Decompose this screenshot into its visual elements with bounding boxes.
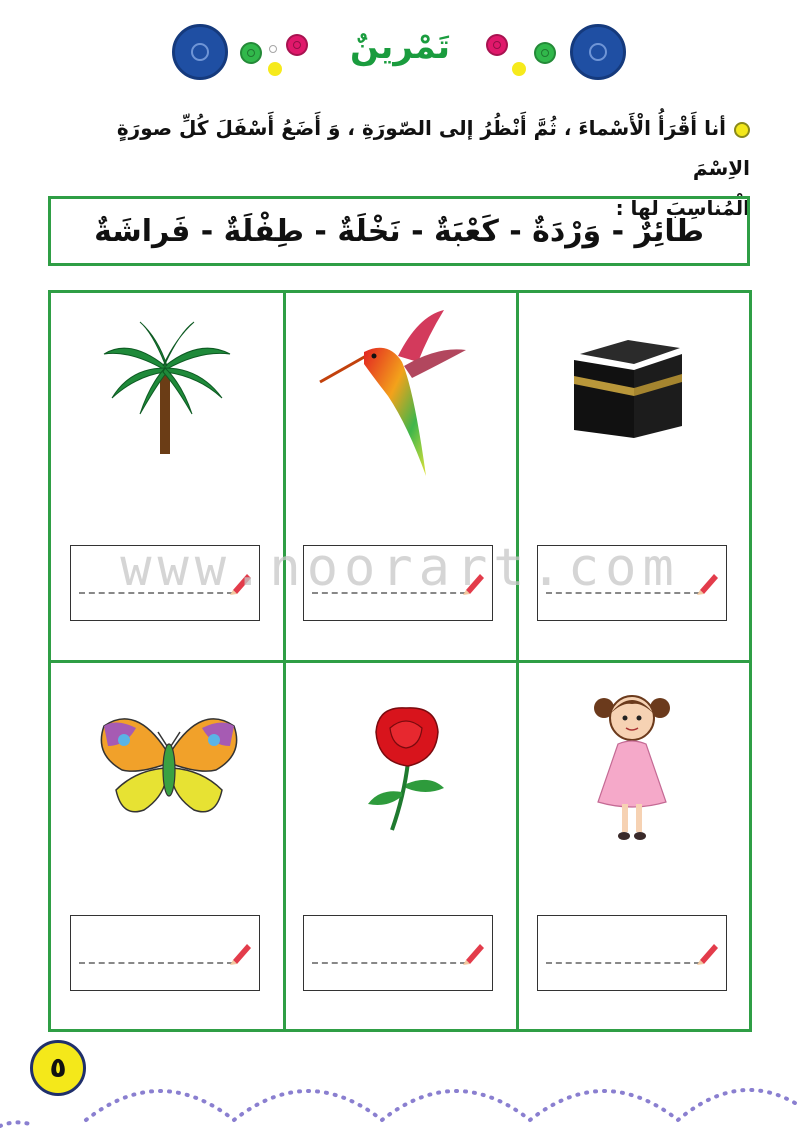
answer-box-rose[interactable] <box>303 915 493 991</box>
scalloped-border-decoration <box>0 1060 800 1128</box>
answer-line <box>546 962 700 964</box>
kaaba-icon <box>568 336 688 440</box>
watermark: www.noorart.com <box>120 538 680 598</box>
word-bank-text: طائِرٌ - وَرْدَةٌ - كَعْبَةٌ - نَخْلَةٌ - طِفْلَةٌ - فَراشَةٌ <box>94 213 704 249</box>
instruction-line-2: الْمُناسِبَ لَها : <box>615 196 750 220</box>
instruction-line-1: أنا أَقْرَأُ الْأَسْماءَ ، ثُمَّ أَنْظُرُ إلى الصّورَةِ ، وَ أَضَعُ أَسْفَلَ كُلِّ صورَةٍ الاِسْمَ <box>116 116 750 180</box>
decor-circle-green-left <box>240 42 262 64</box>
pencil-icon <box>460 938 488 966</box>
decor-circle-blue-left <box>172 24 228 80</box>
word-bank <box>48 196 750 266</box>
page-title: تَمْرينٌ <box>349 27 451 67</box>
decor-circle-pink-left <box>286 34 308 56</box>
decor-circle-green-right <box>534 42 556 64</box>
bird-icon <box>318 306 468 480</box>
answer-line <box>79 962 233 964</box>
answer-box-girl[interactable] <box>537 915 727 991</box>
bullet-icon <box>734 122 750 138</box>
butterfly-icon <box>96 710 242 826</box>
decor-circle-yellow-right <box>512 62 526 76</box>
grid-divider-h <box>51 660 749 663</box>
decor-circle-blue-right <box>570 24 626 80</box>
decor-circle-yellow-left <box>268 62 282 76</box>
answer-line <box>312 962 466 964</box>
rose-icon <box>356 704 456 832</box>
pencil-icon <box>227 938 255 966</box>
girl-icon <box>594 688 670 844</box>
decor-circle-pink-right <box>486 34 508 56</box>
page-number: ٥ <box>30 1040 86 1096</box>
palm-tree-icon <box>100 318 234 458</box>
answer-box-butterfly[interactable] <box>70 915 260 991</box>
pencil-icon <box>694 938 722 966</box>
